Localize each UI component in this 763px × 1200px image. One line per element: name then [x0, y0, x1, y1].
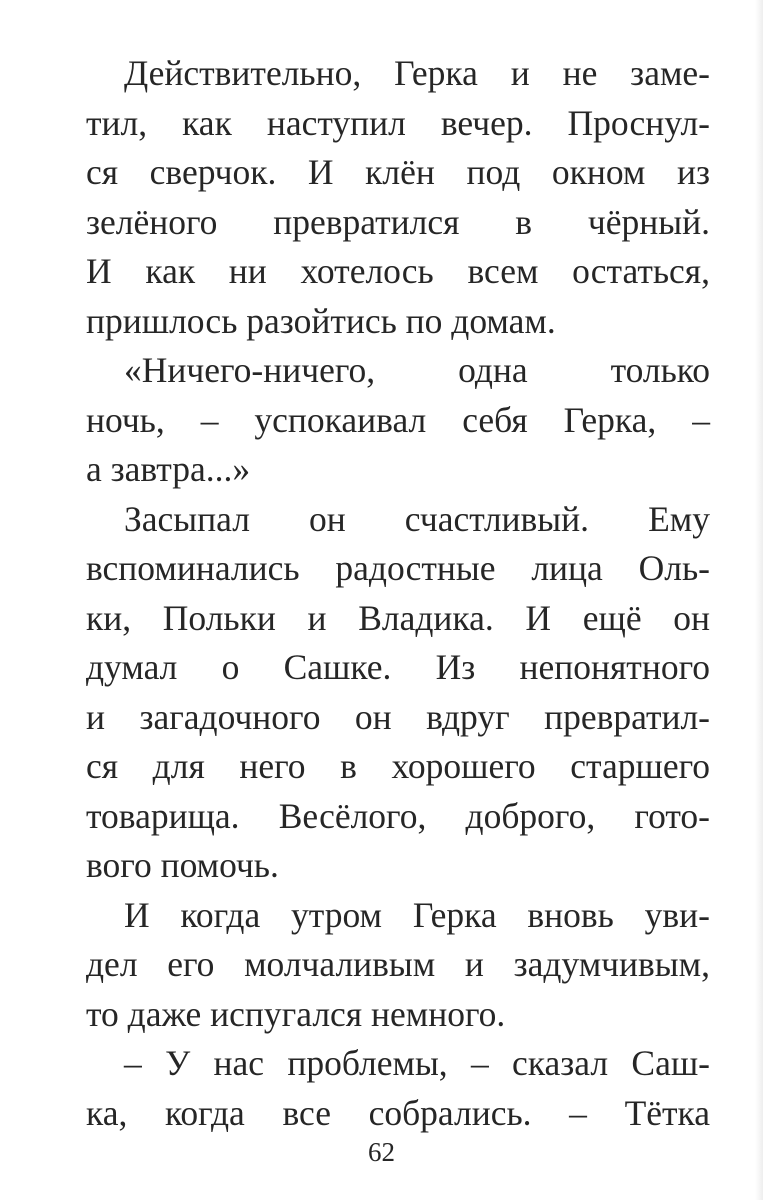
text-line: зелёного превратился в чёрный.: [86, 201, 710, 242]
text-line: вого помочь.: [86, 845, 279, 885]
text-line: пришлось разойтись по домам.: [86, 300, 556, 341]
page-number: 62: [368, 1137, 395, 1167]
text-line: тил, как наступил вечер. Проснул-: [86, 102, 710, 143]
text-line: ночь, – успокаивал себя Герка, –: [86, 399, 710, 440]
text-line: – У нас проблемы, – сказал Саш-: [124, 1043, 710, 1083]
text-line: дел его молчаливым и задумчивым,: [86, 944, 710, 984]
text-line: И как ни хотелось всем остаться,: [86, 251, 710, 291]
scan-edge-shadow: [755, 0, 763, 1200]
text-line: вспоминались радостные лица Оль-: [86, 548, 710, 588]
text-line: и загадочного он вдруг превратил-: [86, 696, 710, 737]
text-line: Засыпал он счастливый. Ему: [124, 498, 710, 539]
text-line: «Ничего-ничего, одна только: [124, 350, 710, 390]
text-line: думал о Сашке. Из непонятного: [86, 647, 710, 687]
text-line: Действительно, Герка и не заме-: [124, 53, 710, 93]
text-line: ся для него в хорошего старшего: [86, 746, 710, 786]
text-line: то даже испугался немного.: [86, 993, 506, 1034]
text-line: ся сверчок. И клён под окном из: [86, 152, 710, 192]
text-line: товарища. Весёлого, доброго, гото-: [86, 795, 710, 836]
text-line: а завтра...»: [86, 449, 251, 489]
text-line: ка, когда все собрались. – Тётка: [86, 1092, 710, 1133]
text-line: И когда утром Герка вновь уви-: [124, 894, 710, 935]
text-line: ки, Польки и Владика. И ещё он: [86, 597, 710, 638]
